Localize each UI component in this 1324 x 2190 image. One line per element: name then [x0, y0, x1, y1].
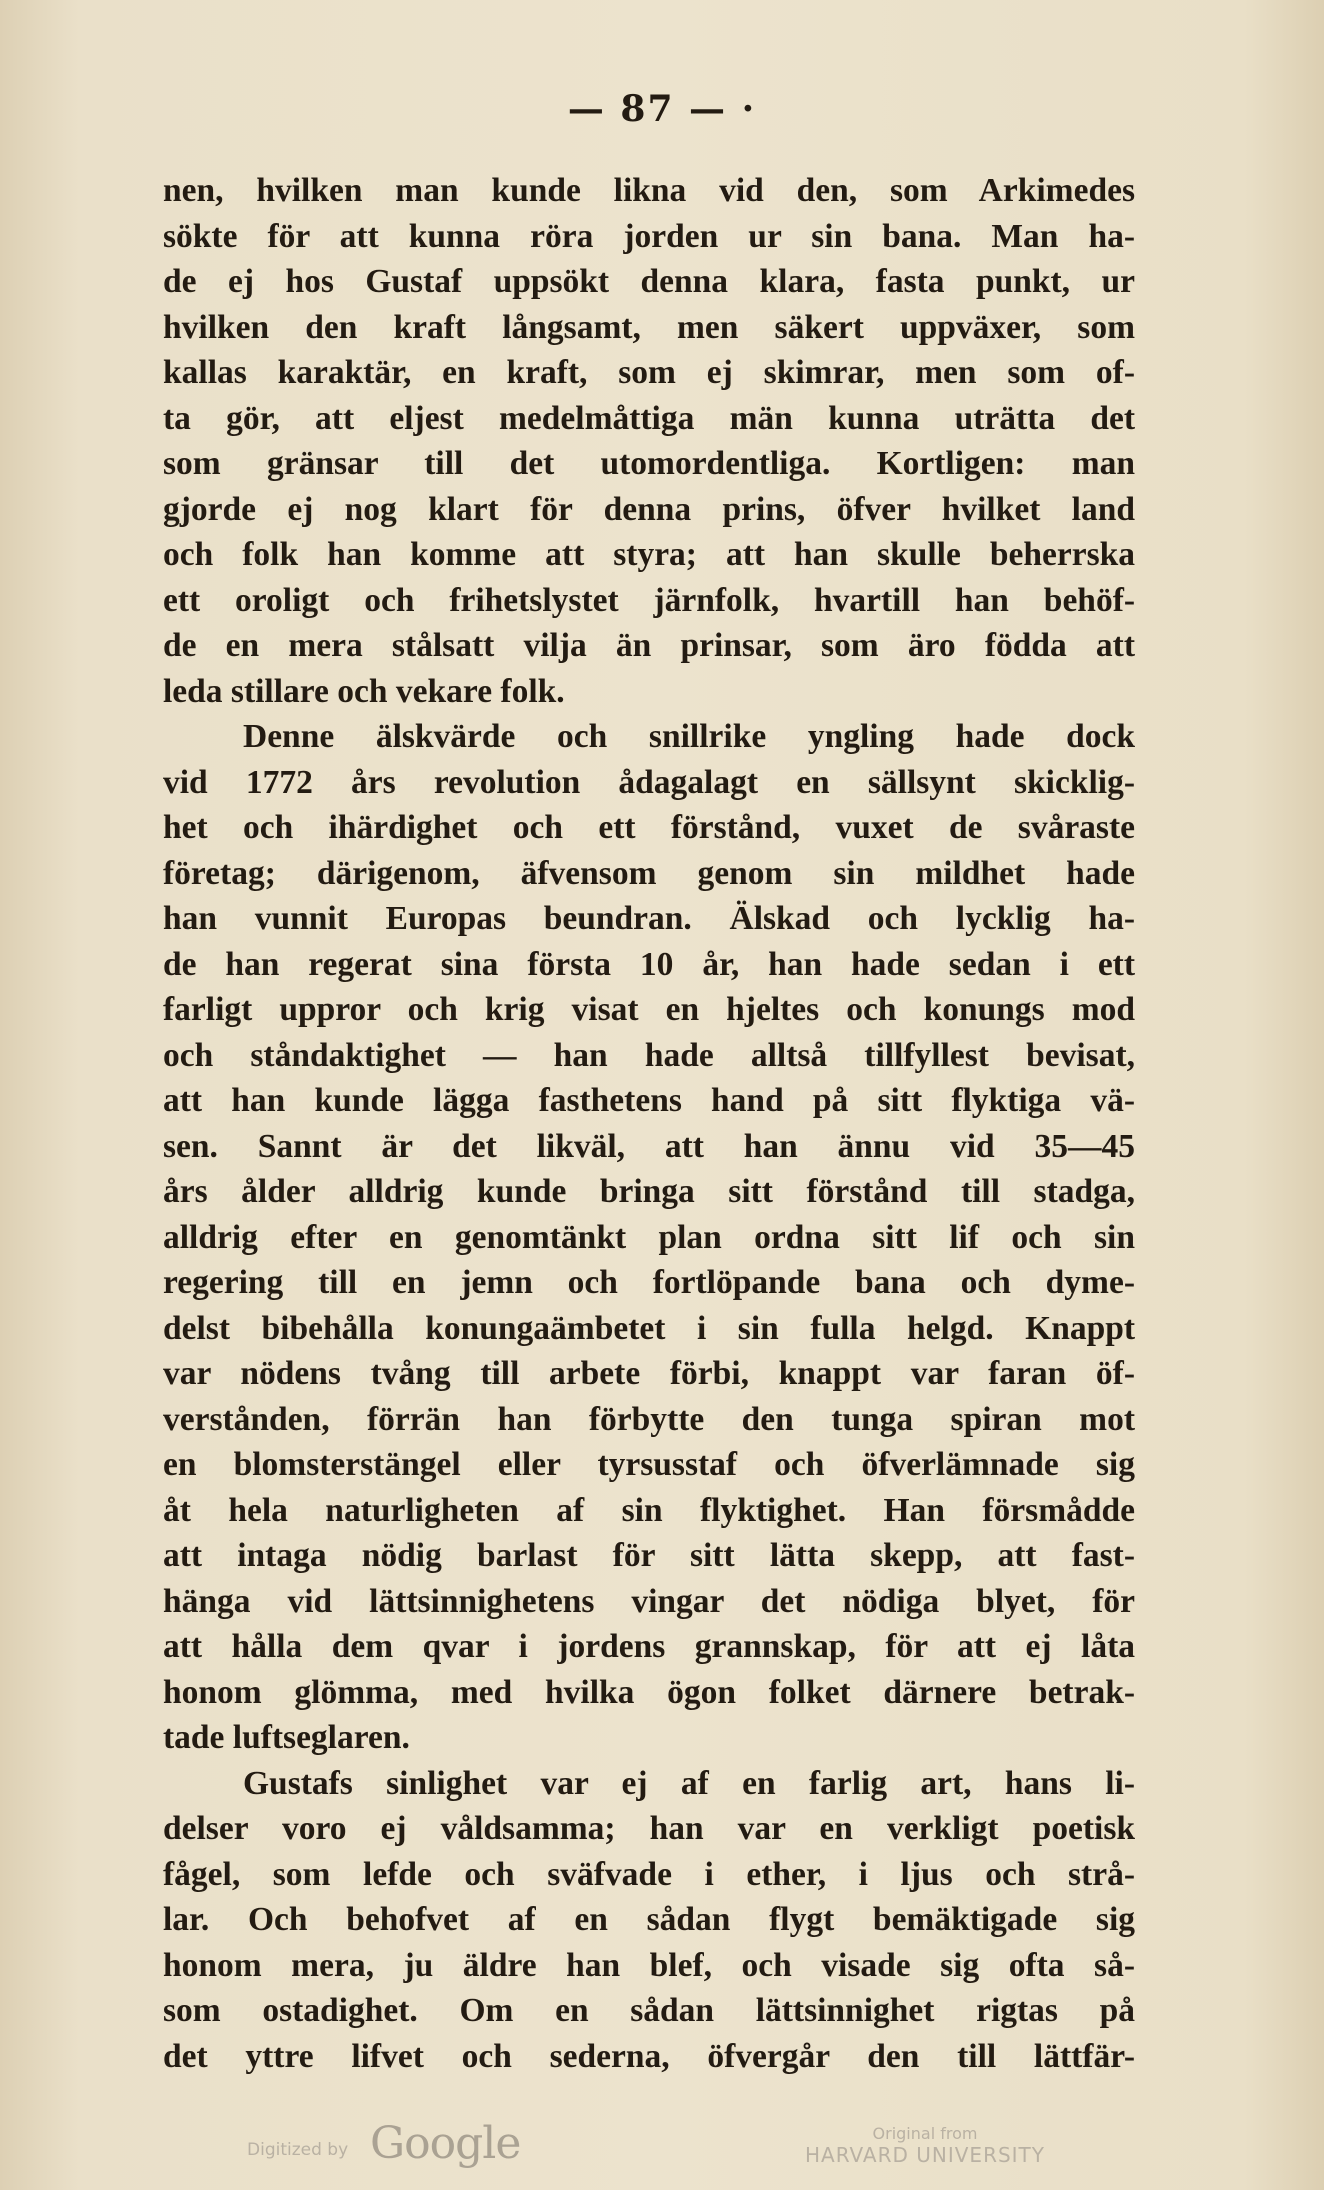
paragraph-start-line: Denne älskvärde och snillrike yngling hade dock: [243, 718, 1135, 755]
text-line: att han kunde lägga fasthetens hand på sitt flyktiga vä-: [163, 1082, 1135, 1119]
text-line: de ej hos Gustaf uppsökt denna klara, fasta punkt, ur: [163, 263, 1135, 300]
text-line: att intaga nödig barlast för sitt lätta skepp, att fast-: [163, 1537, 1135, 1574]
text-line: vid 1772 års revolution ådagalagt en sällsynt skicklig-: [163, 763, 1135, 801]
text-line: åt hela naturligheten af sin flyktighet. Han försmådde: [163, 1491, 1135, 1529]
text-line: honom glömma, med hvilka ögon folket därnere betrak-: [163, 1673, 1135, 1711]
google-logo: Google: [370, 2118, 521, 2169]
text-line: het och ihärdighet och ett förstånd, vuxet de svåraste: [163, 809, 1135, 846]
paragraph-end-line: leda stillare och vekare folk.: [163, 672, 565, 710]
text-line: och folk han komme att styra; att han skulle beherrska: [163, 536, 1135, 573]
text-line: kallas karaktär, en kraft, som ej skimrar, men som of-: [163, 354, 1135, 391]
text-line: hvilken den kraft långsamt, men säkert uppväxer, som: [163, 308, 1135, 346]
text-line: farligt uppror och krig visat en hjeltes och konungs mod: [163, 991, 1135, 1028]
text-line: en blomsterstängel eller tyrsusstaf och öfverlämnade sig: [163, 1446, 1135, 1483]
text-line: års ålder alldrig kunde bringa sitt förstånd till stadga,: [163, 1173, 1135, 1210]
text-line: sökte för att kunna röra jorden ur sin bana. Man ha-: [163, 217, 1135, 255]
text-line: det yttre lifvet och sederna, öfvergår den till lättfär-: [163, 2037, 1135, 2075]
text-line: hänga vid lättsinnighetens vingar det nödiga blyet, för: [163, 1582, 1135, 1620]
text-line: han vunnit Europas beundran. Älskad och lycklig ha-: [163, 900, 1135, 937]
body-text: [163, 168, 1135, 2079]
digitized-by-label: Digitized by: [247, 2140, 349, 2160]
text-line: honom mera, ju äldre han blef, och visade sig ofta så-: [163, 1946, 1135, 1984]
original-source: [780, 2124, 1070, 2167]
text-line: verstånden, förrän han förbytte den tunga spiran mot: [163, 1400, 1135, 1438]
text-line: nen, hvilken man kunde likna vid den, som Arkimedes: [163, 172, 1135, 209]
text-line: att hålla dem qvar i jordens grannskap, för att ej låta: [163, 1628, 1135, 1665]
text-line: de han regerat sina första 10 år, han hade sedan i ett: [163, 945, 1135, 983]
text-line: ett oroligt och frihetslystet järnfolk, hvartill han behöf-: [163, 581, 1135, 619]
text-line: lar. Och behofvet af en sådan flygt bemäktigade sig: [163, 1901, 1135, 1938]
text-line: fågel, som lefde och sväfvade i ether, i ljus och strå-: [163, 1855, 1135, 1893]
text-line: delst bibehålla konungaämbetet i sin fulla helgd. Knappt: [163, 1309, 1135, 1347]
text-line: och ståndaktighet — han hade alltså tillfyllest bevisat,: [163, 1036, 1135, 1074]
text-line: delser voro ej våldsamma; han var en verkligt poetisk: [163, 1810, 1135, 1847]
paragraph-end-line: tade luftseglaren.: [163, 1719, 410, 1756]
text-line: var nödens tvång till arbete förbi, knappt var faran öf-: [163, 1355, 1135, 1392]
text-line: som gränsar till det utomordentliga. Kortligen: man: [163, 445, 1135, 482]
text-line: regering till en jemn och fortlöpande bana och dyme-: [163, 1264, 1135, 1301]
paragraph-start-line: Gustafs sinlighet var ej af en farlig art, hans li-: [243, 1764, 1135, 1802]
text-line: gjorde ej nog klart för denna prins, öfver hvilket land: [163, 490, 1135, 528]
institution-label: HARVARD UNIVERSITY: [804, 2143, 1045, 2167]
text-line: alldrig efter en genomtänkt plan ordna sitt lif och sin: [163, 1218, 1135, 1256]
text-line: de en mera stålsatt vilja än prinsar, som äro födda att: [163, 627, 1135, 664]
original-from-label: Original from: [872, 2124, 978, 2143]
page-number: — 87 — ·: [567, 88, 757, 130]
text-line: som ostadighet. Om en sådan lättsinnighet rigtas på: [163, 1992, 1135, 2029]
text-line: företag; därigenom, äfvensom genom sin mildhet hade: [163, 854, 1135, 892]
text-line: sen. Sannt är det likväl, att han ännu vid 35—45: [163, 1127, 1135, 1165]
text-line: ta gör, att eljest medelmåttiga män kunna uträtta det: [163, 399, 1135, 437]
